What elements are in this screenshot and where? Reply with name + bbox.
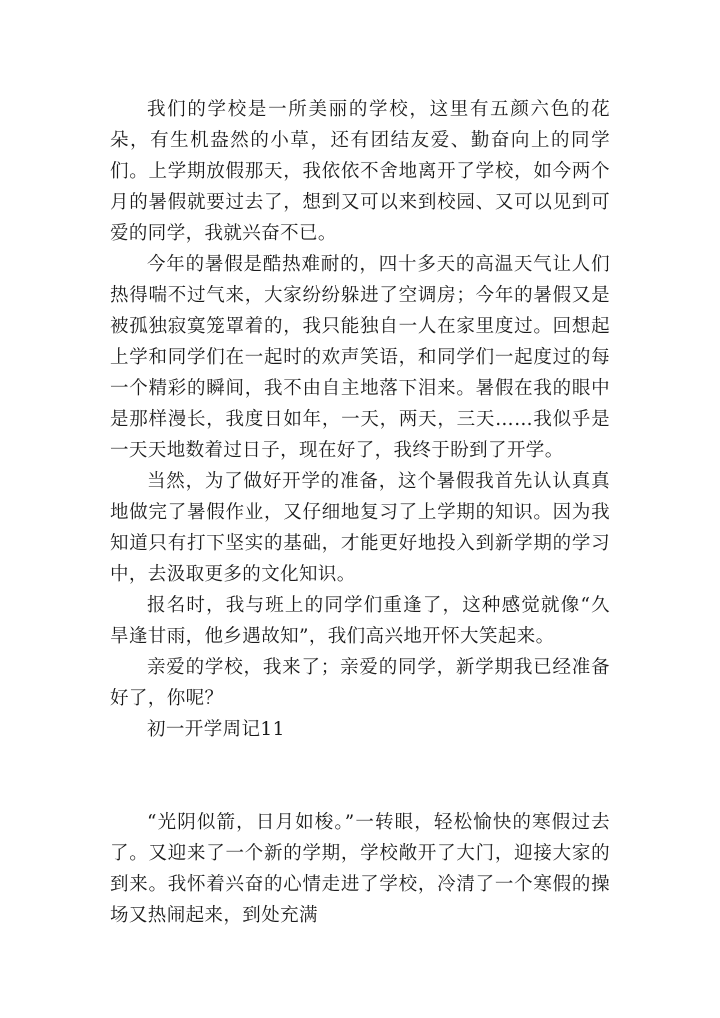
paragraph-preparation: 当然，为了做好开学的准备，这个暑假我首先认认真真地做完了暑假作业，又仔细地复习了上学期的知识。因为我知道只有打下坚实的基础，才能更好地投入到新学期的学习中，去汲取更多的文化知识。 [110,471,610,585]
essay-body-part1 [110,94,610,745]
paragraph-summer-heat: 今年的暑假是酷热难耐的，四十多天的高温天气让人们热得喘不过气来，大家纷纷躲进了空调房；今年的暑假又是被孤独寂寞笼罩着的，我只能独自一人在家里度过。回想起上学和同学们在一起时的欢声笑语，和同学们一起度过的每一个精彩的瞬间，我不由自主地落下泪来。暑假在我的眼中是那样漫长，我度日如年，一天，两天，三天……我似乎是一天天地数着过日子，现在好了，我终于盼到了开学。 [110,254,610,461]
paragraph-time-flies: “光阴似箭，日月如梭。”一转眼，轻松愉快的寒假过去了。又迎来了一个新的学期，学校敞开了大门，迎接大家的到来。我怀着兴奋的心情走进了学校，冷清了一个寒假的操场又热闹起来，到处充满 [110,812,610,926]
paragraph-school-intro: 我们的学校是一所美丽的学校，这里有五颜六色的花朵，有生机盎然的小草，还有团结友爱、勤奋向上的同学们。上学期放假那天，我依依不舍地离开了学校，如今两个月的暑假就要过去了，想到又可以来到校园、又可以见到可爱的同学，我就兴奋不已。 [110,99,610,244]
paragraph-reunion: 报名时，我与班上的同学们重逢了，这种感觉就像“久旱逢甘雨，他乡遇故知”，我们高兴地开怀大笑起来。 [110,595,610,647]
section-title: 初一开学周记11 [147,719,285,740]
paragraph-closing: 亲爱的学校，我来了；亲爱的同学，新学期我已经准备好了，你呢？ [110,657,610,709]
essay-body-part2 [110,807,610,931]
